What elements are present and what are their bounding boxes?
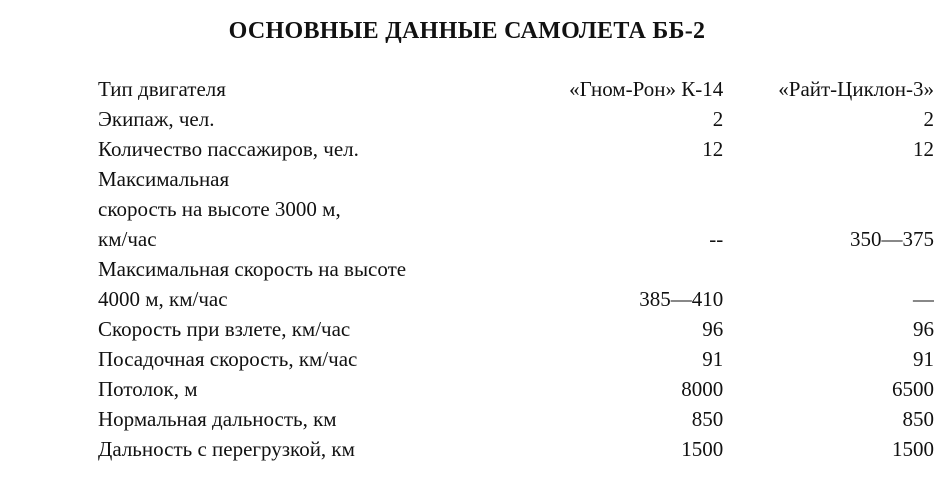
param-label (98, 164, 525, 254)
document-title: ОСНОВНЫЕ ДАННЫЕ САМОЛЕТА ББ-2 (228, 18, 706, 44)
value-engine-1: 385—410 (639, 287, 724, 311)
value-engine-1: 1500 (681, 437, 724, 461)
param-label-line: Максимальная (98, 167, 230, 191)
table-row (98, 254, 934, 314)
param-label-line: Дальность с перегрузкой, км (98, 437, 355, 461)
value-engine-2: 850 (902, 407, 934, 431)
value-engine-1: 850 (691, 407, 724, 431)
engine-type-label: Тип двигателя (98, 77, 226, 101)
value-engine-2: 2 (923, 107, 934, 131)
param-label (98, 404, 525, 434)
param-label-line: Максимальная скорость на высоте (98, 257, 407, 281)
param-label-line: Посадочная скорость, км/час (98, 347, 358, 371)
param-label (98, 344, 525, 374)
engine-1-name: «Гном-Рон» К-14 (569, 77, 724, 101)
param-label (98, 104, 525, 134)
table-row (98, 164, 934, 254)
param-label-line: Количество пассажиров, чел. (98, 137, 359, 161)
table-row (98, 344, 934, 374)
param-label-line: Нормальная дальность, км (98, 407, 337, 431)
param-label (98, 434, 525, 464)
param-label-line: Потолок, м (98, 377, 198, 401)
value-engine-1: -- (709, 227, 724, 251)
param-label-line: Экипаж, чел. (98, 107, 215, 131)
param-label-line: 4000 м, км/час (98, 287, 228, 311)
value-engine-2: 1500 (892, 437, 934, 461)
value-engine-2: 91 (913, 347, 934, 371)
table-row (98, 374, 934, 404)
value-engine-2: — (913, 287, 934, 311)
value-engine-1: 96 (702, 317, 724, 341)
value-engine-2: 96 (913, 317, 934, 341)
table-header-row (98, 74, 934, 104)
value-engine-1: 8000 (681, 377, 724, 401)
value-engine-2: 12 (913, 137, 934, 161)
table-row (98, 314, 934, 344)
table-row (98, 404, 934, 434)
param-label (98, 254, 525, 314)
engine-2-name: «Райт-Циклон-3» (778, 77, 934, 101)
aircraft-spec-table (98, 74, 934, 464)
param-label (98, 314, 525, 344)
param-label-line: км/час (98, 227, 157, 251)
table-row (98, 134, 934, 164)
value-engine-1: 12 (702, 137, 724, 161)
value-engine-2: 350—375 (850, 227, 934, 251)
value-engine-1: 2 (712, 107, 724, 131)
table-row (98, 434, 934, 464)
param-label (98, 374, 525, 404)
param-label-line: Скорость при взлете, км/час (98, 317, 351, 341)
param-label-line: скорость на высоте 3000 м, (98, 197, 341, 221)
value-engine-1: 91 (702, 347, 724, 371)
value-engine-2: 6500 (892, 377, 934, 401)
table-row (98, 104, 934, 134)
param-label (98, 134, 525, 164)
